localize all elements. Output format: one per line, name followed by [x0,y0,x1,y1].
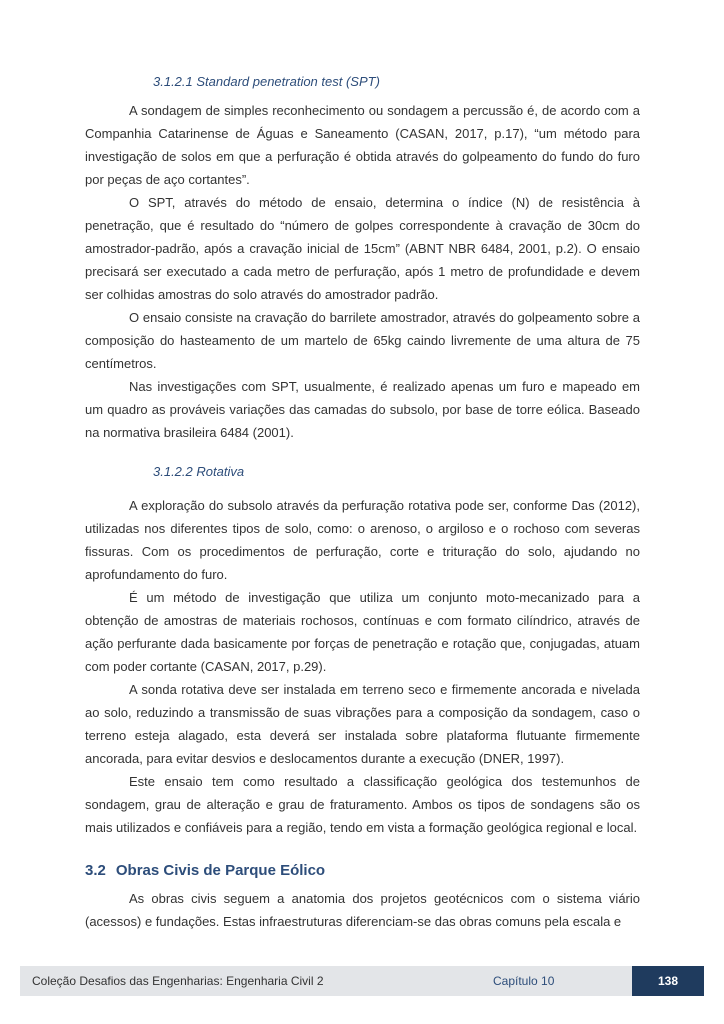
paragraph: As obras civis seguem a anatomia dos projetos geotécnicos com o sistema viário (acessos) e fundações. Estas infraestruturas diferenciam-se das obras comuns pela escala e [85,891,640,929]
page-number: 138 [632,966,704,996]
section-title: Obras Civis de Parque Eólico [115,862,326,879]
paragraph: Nas investigações com SPT, usualmente, é realizado apenas um furo e mapeado em um quadro as prováveis variações das camadas do subsolo, por base de torre eólica. Baseado na normativa brasileira 6484 (2001). [85,379,640,440]
paragraph: A sonda rotativa deve ser instalada em terreno seco e firmemente ancorada e nivelada ao solo, reduzindo a transmissão de suas vibrações para a composição da sondagem, caso o terreno esteja alagado, esta deverá ser instalada sobre plataforma flutuante firmemente ancorada, para evitar desvios e deslocamentos durante a execução (DNER, 1997). [85,682,640,766]
subsection-heading-spt: 3.1.2.1 Standard penetration test (SPT) [153,74,380,89]
paragraph: A sondagem de simples reconhecimento ou sondagem a percussão é, de acordo com a Companhia Catarinense de Águas e Saneamento (CASAN, 2017, p.17), “um método para investigação de solos em que a perfuração é obtida através do golpeamento do fundo do furo por peças de aço cortantes”. [85,103,640,187]
paragraph: É um método de investigação que utiliza um conjunto moto-mecanizado para a obtenção de amostras de materiais rochosos, contínuas e com formato cilíndrico, através de ação perfurante dada basicamente por forças de penetração e rotação que, conjugadas, atuam com poder cortante (CASAN, 2017, p.29). [85,590,640,674]
paragraph: O SPT, através do método de ensaio, determina o índice (N) de resistência à penetração, que é resultado do “número de golpes correspondente à cravação de 30cm do amostrador-padrão, após a cravação inicial de 15cm” (ABNT NBR 6484, 2001, p.2). O ensaio precisará ser executado a cada metro de perfuração, após 1 metro de profundidade e devem ser colhidas amostras do solo através do amostrador padrão. [85,195,640,302]
paragraph: Este ensaio tem como resultado a classificação geológica dos testemunhos de sondagem, grau de alteração e grau de fraturamento. Ambos os tipos de sondagens são os mais utilizados e confiáveis para a região, tendo em vista a formação geológica regional e local. [85,774,640,835]
section-number: 3.2 [85,862,106,879]
subsection-heading-rotativa: 3.1.2.2 Rotativa [153,464,245,479]
page-content [85,70,640,933]
section-heading [85,861,640,881]
footer-book-title: Coleção Desafios das Engenharias: Engenharia Civil 2 [32,974,324,988]
footer-chapter: Capítulo 10 [493,974,555,988]
page-footer [20,966,704,996]
paragraph: A exploração do subsolo através da perfuração rotativa pode ser, conforme Das (2012), utilizadas nos diferentes tipos de solo, como: o arenoso, o argiloso e o rochoso com severas fissuras. Com os procedimentos de perfuração, corte e trituração do solo, ajudando no aprofundamento do furo. [85,498,640,582]
paragraph: O ensaio consiste na cravação do barrilete amostrador, através do golpeamento sobre a composição do hasteamento de um martelo de 65kg caindo livremente de uma altura de 75 centímetros. [85,310,640,371]
